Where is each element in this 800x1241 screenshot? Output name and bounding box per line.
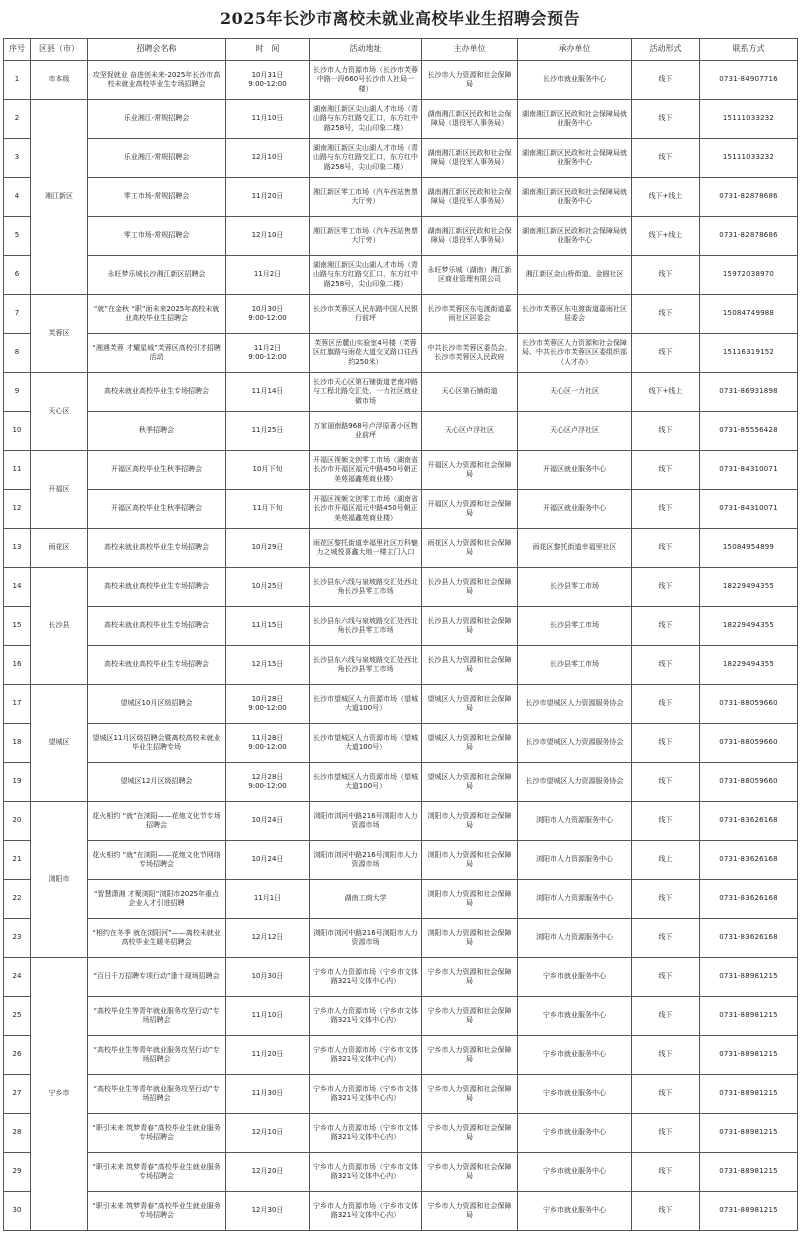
table-row (4, 334, 798, 373)
time-cell: 11月20日 (226, 1036, 310, 1075)
serial-cell: 13 (4, 529, 31, 568)
serial-cell: 17 (4, 685, 31, 724)
address-cell: 长沙市芙蓉区人民东路中国人民银行前坪 (310, 295, 422, 334)
format-cell: 线上 (632, 841, 700, 880)
time-cell: 11月2日 (226, 256, 310, 295)
fair-name-cell: “职引未来 筑梦青春”高校毕业生就业服务专场招聘会 (88, 1114, 226, 1153)
format-cell: 线下 (632, 256, 700, 295)
fair-name-cell: 花火相约 “就”在浏阳——花炮文化节专场招聘会 (88, 802, 226, 841)
table-row (4, 646, 798, 685)
address-cell: 湘江新区零工市场（汽车西站售票大厅旁） (310, 217, 422, 256)
table-row (4, 1114, 798, 1153)
serial-cell: 18 (4, 724, 31, 763)
district-cell: 宁乡市 (31, 958, 88, 1231)
organizer-cell: 湖南湘江新区民政和社会保障局就业服务中心 (518, 100, 632, 139)
contact-cell: 0731-82878686 (700, 217, 798, 256)
table-row (4, 997, 798, 1036)
host-cell: 湖南湘江新区民政和社会保障局（退役军人事务局） (422, 178, 518, 217)
host-cell: 中共长沙市芙蓉区委员会、长沙市芙蓉区人民政府 (422, 334, 518, 373)
time-cell: 10月下旬 (226, 451, 310, 490)
contact-cell: 0731-85556428 (700, 412, 798, 451)
organizer-cell: 天心区一力社区 (518, 373, 632, 412)
contact-cell: 18229494355 (700, 607, 798, 646)
organizer-cell: 湖南湘江新区民政和社会保障局就业服务中心 (518, 217, 632, 256)
contact-cell: 0731-88981215 (700, 1114, 798, 1153)
format-cell: 线下 (632, 61, 700, 100)
fair-name-cell: “就”在金秋 “职”面未来2025年高校未就业高校毕业生招聘会 (88, 295, 226, 334)
address-cell: 宁乡市人力资源市场（宁乡市文体路321号文体中心内） (310, 1192, 422, 1231)
address-cell: 长沙市天心区第石铺街道老南冲路与工程北路交汇处，一力社区就业微市场 (310, 373, 422, 412)
fair-name-cell: “湘遇芙蓉 才耀星城”芙蓉区高校引才招聘活动 (88, 334, 226, 373)
organizer-cell: 宁乡市就业服务中心 (518, 1192, 632, 1231)
table-row (4, 763, 798, 802)
page-title: 2025年长沙市离校未就业高校毕业生招聘会预告 (219, 9, 581, 28)
host-cell: 宁乡市人力资源和社会保障局 (422, 997, 518, 1036)
address-cell: 开福区视频文创零工市场（湖南省长沙市开福区福元中路450号朝正美苑福鑫苑商业楼） (310, 490, 422, 529)
host-cell: 浏阳市人力资源和社会保障局 (422, 880, 518, 919)
contact-cell: 0731-83626168 (700, 919, 798, 958)
table-row (4, 1036, 798, 1075)
address-cell: 长沙市望城区人力资源市场（望城大道100号） (310, 763, 422, 802)
header-cell: 序号 (4, 39, 31, 61)
fair-name-cell: 零工市场-常规招聘会 (88, 217, 226, 256)
host-cell: 宁乡市人力资源和社会保障局 (422, 1114, 518, 1153)
address-cell: 雨花区黎托街道幸福里社区万科魅力之城悦喜鑫大地一楼主门入口 (310, 529, 422, 568)
header-cell: 时 间 (226, 39, 310, 61)
format-cell: 线下+线上 (632, 178, 700, 217)
time-cell: 11月10日 (226, 100, 310, 139)
fair-name-cell: “百日千万招聘专项行动”逢十现场招聘会 (88, 958, 226, 997)
contact-cell: 15972038970 (700, 256, 798, 295)
district-cell: 浏阳市 (31, 802, 88, 958)
host-cell: 天心区第石铺街道 (422, 373, 518, 412)
format-cell: 线下 (632, 334, 700, 373)
host-cell: 湖南湘江新区民政和社会保障局（退役军人事务局） (422, 217, 518, 256)
contact-cell: 15084954899 (700, 529, 798, 568)
format-cell: 线下 (632, 529, 700, 568)
organizer-cell: 湖南湘江新区民政和社会保障局就业服务中心 (518, 139, 632, 178)
serial-cell: 5 (4, 217, 31, 256)
table-row (4, 1153, 798, 1192)
host-cell: 望城区人力资源和社会保障局 (422, 685, 518, 724)
organizer-cell: 浏阳市人力资源服务中心 (518, 880, 632, 919)
address-cell: 宁乡市人力资源市场（宁乡市文体路321号文体中心内） (310, 958, 422, 997)
format-cell: 线下 (632, 997, 700, 1036)
table-body (4, 61, 798, 1231)
serial-cell: 26 (4, 1036, 31, 1075)
serial-cell: 10 (4, 412, 31, 451)
host-cell: 长沙县人力资源和社会保障局 (422, 568, 518, 607)
serial-cell: 24 (4, 958, 31, 997)
table-row (4, 802, 798, 841)
time-cell: 11月25日 (226, 412, 310, 451)
serial-cell: 30 (4, 1192, 31, 1231)
fair-name-cell: 高校未就业高校毕业生专场招聘会 (88, 646, 226, 685)
time-cell: 12月28日 9:00-12:00 (226, 763, 310, 802)
fair-name-cell: “相约在冬季 就在浏阳河”——离校未就业高校毕业生暖冬招聘会 (88, 919, 226, 958)
host-cell: 浏阳市人力资源和社会保障局 (422, 919, 518, 958)
fair-name-cell: 高校未就业高校毕业生专场招聘会 (88, 568, 226, 607)
address-cell: 湖南湘江新区尖山湖人才市场（青山路与东方红路交汇口，东方红中路258号，尖山印象二楼） (310, 139, 422, 178)
table-row (4, 61, 798, 100)
fair-name-cell: 高校未就业高校毕业生专场招聘会 (88, 607, 226, 646)
contact-cell: 0731-88981215 (700, 997, 798, 1036)
district-cell: 湘江新区 (31, 100, 88, 295)
time-cell: 12月10日 (226, 1114, 310, 1153)
district-cell: 长沙县 (31, 568, 88, 685)
address-cell: 浏阳市浏河中路216号浏阳市人力资源市场 (310, 919, 422, 958)
fair-name-cell: 开福区高校毕业生秋季招聘会 (88, 451, 226, 490)
fair-name-cell: 高校未就业高校毕业生专场招聘会 (88, 373, 226, 412)
time-cell: 10月29日 (226, 529, 310, 568)
address-cell: 宁乡市人力资源市场（宁乡市文体路321号文体中心内） (310, 997, 422, 1036)
host-cell: 永旺梦乐城（湖南）湘江新区商业管理有限公司 (422, 256, 518, 295)
contact-cell: 0731-88981215 (700, 1075, 798, 1114)
organizer-cell: 开福区就业服务中心 (518, 451, 632, 490)
time-cell: 11月15日 (226, 607, 310, 646)
address-cell: 浏阳市浏河中路216号浏阳市人力资源市场 (310, 841, 422, 880)
time-cell: 10月30日 9:00-12:00 (226, 295, 310, 334)
fair-name-cell: 望城区11月区级招聘会暨离校高校未就业毕业生招聘专场 (88, 724, 226, 763)
format-cell: 线下 (632, 646, 700, 685)
table-row (4, 256, 798, 295)
table-row (4, 607, 798, 646)
serial-cell: 12 (4, 490, 31, 529)
organizer-cell: 宁乡市就业服务中心 (518, 1036, 632, 1075)
host-cell: 长沙市芙蓉区东屯渡街道嘉雨社区居委会 (422, 295, 518, 334)
fair-name-cell: “高校毕业生等青年就业服务攻坚行动”专场招聘会 (88, 1075, 226, 1114)
format-cell: 线下 (632, 763, 700, 802)
address-cell: 长沙市人力资源市场（长沙市芙蓉中路一段660号长沙市人社局一楼） (310, 61, 422, 100)
address-cell: 万家丽南路968号卢浮原著小区物业前坪 (310, 412, 422, 451)
time-cell: 11月28日 9:00-12:00 (226, 724, 310, 763)
fair-name-cell: 花火相约 “就”在浏阳——花炮文化节网络专场招聘会 (88, 841, 226, 880)
format-cell: 线下 (632, 1075, 700, 1114)
serial-cell: 4 (4, 178, 31, 217)
host-cell: 宁乡市人力资源和社会保障局 (422, 1036, 518, 1075)
time-cell: 12月10日 (226, 139, 310, 178)
format-cell: 线下 (632, 100, 700, 139)
serial-cell: 28 (4, 1114, 31, 1153)
organizer-cell: 长沙县零工市场 (518, 646, 632, 685)
address-cell: 宁乡市人力资源市场（宁乡市文体路321号文体中心内） (310, 1153, 422, 1192)
host-cell: 雨花区人力资源和社会保障局 (422, 529, 518, 568)
header-cell: 活动形式 (632, 39, 700, 61)
time-cell: 11月1日 (226, 880, 310, 919)
contact-cell: 0731-88981215 (700, 958, 798, 997)
contact-cell: 18229494355 (700, 646, 798, 685)
host-cell: 开福区人力资源和社会保障局 (422, 490, 518, 529)
district-cell: 芙蓉区 (31, 295, 88, 373)
contact-cell: 15111033232 (700, 139, 798, 178)
address-cell: 长沙县东六线与泉坡路交汇处西北角长沙县零工市场 (310, 568, 422, 607)
format-cell: 线下 (632, 958, 700, 997)
address-cell: 长沙县东六线与泉坡路交汇处西北角长沙县零工市场 (310, 646, 422, 685)
serial-cell: 15 (4, 607, 31, 646)
serial-cell: 22 (4, 880, 31, 919)
table-row (4, 451, 798, 490)
table-row (4, 295, 798, 334)
contact-cell: 0731-83626168 (700, 880, 798, 919)
fair-name-cell: 零工市场-常规招聘会 (88, 178, 226, 217)
district-cell: 开福区 (31, 451, 88, 529)
host-cell: 宁乡市人力资源和社会保障局 (422, 958, 518, 997)
format-cell: 线下 (632, 412, 700, 451)
time-cell: 12月30日 (226, 1192, 310, 1231)
contact-cell: 0731-83626168 (700, 841, 798, 880)
table-row (4, 568, 798, 607)
table-row (4, 217, 798, 256)
table-row (4, 100, 798, 139)
host-cell: 天心区卢浮社区 (422, 412, 518, 451)
organizer-cell: 开福区就业服务中心 (518, 490, 632, 529)
address-cell: 宁乡市人力资源市场（宁乡市文体路321号文体中心内） (310, 1075, 422, 1114)
serial-cell: 19 (4, 763, 31, 802)
format-cell: 线下 (632, 1114, 700, 1153)
header-cell: 活动地址 (310, 39, 422, 61)
time-cell: 10月28日 9:00-12:00 (226, 685, 310, 724)
organizer-cell: 宁乡市就业服务中心 (518, 958, 632, 997)
table-row (4, 685, 798, 724)
table-row (4, 178, 798, 217)
format-cell: 线下 (632, 685, 700, 724)
header-cell: 联系方式 (700, 39, 798, 61)
fair-name-cell: “高校毕业生等青年就业服务攻坚行动”专场招聘会 (88, 1036, 226, 1075)
serial-cell: 25 (4, 997, 31, 1036)
serial-cell: 9 (4, 373, 31, 412)
table-row (4, 412, 798, 451)
format-cell: 线下 (632, 1153, 700, 1192)
organizer-cell: 天心区卢浮社区 (518, 412, 632, 451)
format-cell: 线下+线上 (632, 373, 700, 412)
organizer-cell: 浏阳市人力资源服务中心 (518, 802, 632, 841)
organizer-cell: 长沙市望城区人力资源服务协会 (518, 763, 632, 802)
time-cell: 10月25日 (226, 568, 310, 607)
address-cell: 长沙县东六线与泉坡路交汇处西北角长沙县零工市场 (310, 607, 422, 646)
address-cell: 宁乡市人力资源市场（宁乡市文体路321号文体中心内） (310, 1036, 422, 1075)
format-cell: 线下 (632, 880, 700, 919)
time-cell: 11月2日 9:00-12:00 (226, 334, 310, 373)
contact-cell: 18229494355 (700, 568, 798, 607)
district-cell: 雨花区 (31, 529, 88, 568)
fair-name-cell: “高校毕业生等青年就业服务攻坚行动”专场招聘会 (88, 997, 226, 1036)
organizer-cell: 宁乡市就业服务中心 (518, 1114, 632, 1153)
organizer-cell: 长沙市芙蓉区东屯渡街道嘉雨社区居委会 (518, 295, 632, 334)
host-cell: 湖南湘江新区民政和社会保障局（退役军人事务局） (422, 100, 518, 139)
time-cell: 10月30日 (226, 958, 310, 997)
contact-cell: 0731-86931898 (700, 373, 798, 412)
header-cell: 招聘会名称 (88, 39, 226, 61)
address-cell: 开福区视频文创零工市场（湖南省长沙市开福区福元中路450号朝正美苑福鑫苑商业楼） (310, 451, 422, 490)
contact-cell: 0731-88059660 (700, 763, 798, 802)
host-cell: 长沙县人力资源和社会保障局 (422, 646, 518, 685)
organizer-cell: 长沙市芙蓉区人力资源和社会保障局、中共长沙市芙蓉区区委组织部（人才办） (518, 334, 632, 373)
district-cell: 望城区 (31, 685, 88, 802)
format-cell: 线下 (632, 724, 700, 763)
time-cell: 11月14日 (226, 373, 310, 412)
serial-cell: 23 (4, 919, 31, 958)
fair-name-cell: 秋季招聘会 (88, 412, 226, 451)
organizer-cell: 雨花区黎托街道幸福里社区 (518, 529, 632, 568)
address-cell: 湖南工商大学 (310, 880, 422, 919)
serial-cell: 11 (4, 451, 31, 490)
contact-cell: 0731-88981215 (700, 1036, 798, 1075)
organizer-cell: 长沙县零工市场 (518, 607, 632, 646)
fair-name-cell: 乐业湘江-常规招聘会 (88, 100, 226, 139)
address-cell: 长沙市望城区人力资源市场（望城大道100号） (310, 724, 422, 763)
district-cell: 天心区 (31, 373, 88, 451)
organizer-cell: 长沙市望城区人力资源服务协会 (518, 685, 632, 724)
table-row (4, 958, 798, 997)
time-cell: 10月24日 (226, 802, 310, 841)
host-cell: 浏阳市人力资源和社会保障局 (422, 802, 518, 841)
organizer-cell: 宁乡市就业服务中心 (518, 1075, 632, 1114)
header-cell: 主办单位 (422, 39, 518, 61)
time-cell: 11月20日 (226, 178, 310, 217)
organizer-cell: 湖南湘江新区民政和社会保障局就业服务中心 (518, 178, 632, 217)
contact-cell: 0731-84907716 (700, 61, 798, 100)
host-cell: 长沙县人力资源和社会保障局 (422, 607, 518, 646)
organizer-cell: 浏阳市人力资源服务中心 (518, 919, 632, 958)
time-cell: 12月20日 (226, 1153, 310, 1192)
fair-name-cell: 望城区10月区级招聘会 (88, 685, 226, 724)
host-cell: 望城区人力资源和社会保障局 (422, 724, 518, 763)
contact-cell: 0731-88059660 (700, 724, 798, 763)
time-cell: 12月12日 (226, 919, 310, 958)
contact-cell: 0731-84310071 (700, 451, 798, 490)
contact-cell: 0731-88981215 (700, 1153, 798, 1192)
table-row (4, 373, 798, 412)
format-cell: 线下+线上 (632, 217, 700, 256)
format-cell: 线下 (632, 451, 700, 490)
time-cell: 10月31日 9:00-12:00 (226, 61, 310, 100)
address-cell: 湘江新区零工市场（汽车西站售票大厅旁） (310, 178, 422, 217)
format-cell: 线下 (632, 1192, 700, 1231)
header-cell: 承办单位 (518, 39, 632, 61)
format-cell: 线下 (632, 919, 700, 958)
table-header-row (4, 39, 798, 61)
format-cell: 线下 (632, 607, 700, 646)
table-row (4, 139, 798, 178)
contact-cell: 15111033232 (700, 100, 798, 139)
fair-name-cell: 开福区高校毕业生秋季招聘会 (88, 490, 226, 529)
time-cell: 11月30日 (226, 1075, 310, 1114)
organizer-cell: 宁乡市就业服务中心 (518, 1153, 632, 1192)
address-cell: 长沙市望城区人力资源市场（望城大道100号） (310, 685, 422, 724)
address-cell: 湖南湘江新区尖山湖人才市场（青山路与东方红路交汇口，东方红中路258号，尖山印象二楼） (310, 256, 422, 295)
organizer-cell: 宁乡市就业服务中心 (518, 997, 632, 1036)
fair-name-cell: “智慧潇湘 才聚浏阳”浏阳市2025年重点企业人才引进招聘 (88, 880, 226, 919)
serial-cell: 8 (4, 334, 31, 373)
serial-cell: 29 (4, 1153, 31, 1192)
host-cell: 浏阳市人力资源和社会保障局 (422, 841, 518, 880)
table-row (4, 1192, 798, 1231)
address-cell: 湖南湘江新区尖山湖人才市场（青山路与东方红路交汇口，东方红中路258号，尖山印象二楼） (310, 100, 422, 139)
time-cell: 10月24日 (226, 841, 310, 880)
fair-name-cell: “职引未来 筑梦青春”高校毕业生就业服务专场招聘会 (88, 1153, 226, 1192)
host-cell: 湖南湘江新区民政和社会保障局（退役军人事务局） (422, 139, 518, 178)
serial-cell: 20 (4, 802, 31, 841)
table-row (4, 490, 798, 529)
table-row (4, 919, 798, 958)
fair-name-cell: “职引未来 筑梦青春”高校毕业生就业服务专场招聘会 (88, 1192, 226, 1231)
contact-cell: 0731-83626168 (700, 802, 798, 841)
fair-name-cell: 永旺梦乐城长沙湘江新区招聘会 (88, 256, 226, 295)
organizer-cell: 长沙市望城区人力资源服务协会 (518, 724, 632, 763)
contact-cell: 0731-88981215 (700, 1192, 798, 1231)
organizer-cell: 长沙县零工市场 (518, 568, 632, 607)
serial-cell: 16 (4, 646, 31, 685)
format-cell: 线下 (632, 490, 700, 529)
time-cell: 11月下旬 (226, 490, 310, 529)
serial-cell: 7 (4, 295, 31, 334)
serial-cell: 14 (4, 568, 31, 607)
contact-cell: 15116319152 (700, 334, 798, 373)
format-cell: 线下 (632, 568, 700, 607)
table-row (4, 724, 798, 763)
organizer-cell: 长沙市就业服务中心 (518, 61, 632, 100)
time-cell: 12月10日 (226, 217, 310, 256)
contact-cell: 0731-82878686 (700, 178, 798, 217)
host-cell: 望城区人力资源和社会保障局 (422, 763, 518, 802)
host-cell: 宁乡市人力资源和社会保障局 (422, 1192, 518, 1231)
serial-cell: 21 (4, 841, 31, 880)
table-row (4, 529, 798, 568)
organizer-cell: 湘江新区金山桥街道、金圆社区 (518, 256, 632, 295)
host-cell: 开福区人力资源和社会保障局 (422, 451, 518, 490)
table-row (4, 1075, 798, 1114)
time-cell: 11月10日 (226, 997, 310, 1036)
contact-cell: 0731-84310071 (700, 490, 798, 529)
serial-cell: 27 (4, 1075, 31, 1114)
host-cell: 长沙市人力资源和社会保障局 (422, 61, 518, 100)
fair-name-cell: 高校未就业高校毕业生专场招聘会 (88, 529, 226, 568)
format-cell: 线下 (632, 295, 700, 334)
address-cell: 芙蓉区岳麓山实验室4号楼（芙蓉区红旗路与雨花大道交叉路口往西约250米） (310, 334, 422, 373)
host-cell: 宁乡市人力资源和社会保障局 (422, 1153, 518, 1192)
district-cell: 市本级 (31, 61, 88, 100)
serial-cell: 3 (4, 139, 31, 178)
table-row (4, 841, 798, 880)
contact-cell: 0731-88059660 (700, 685, 798, 724)
format-cell: 线下 (632, 1036, 700, 1075)
job-fair-table (3, 38, 798, 1231)
fair-name-cell: 攻坚促就业 奋进创未来-2025年长沙市高校未就业高校毕业生专场招聘会 (88, 61, 226, 100)
format-cell: 线下 (632, 139, 700, 178)
serial-cell: 6 (4, 256, 31, 295)
host-cell: 宁乡市人力资源和社会保障局 (422, 1075, 518, 1114)
serial-cell: 2 (4, 100, 31, 139)
organizer-cell: 浏阳市人力资源服务中心 (518, 841, 632, 880)
contact-cell: 15084749988 (700, 295, 798, 334)
fair-name-cell: 乐业湘江-常规招聘会 (88, 139, 226, 178)
address-cell: 宁乡市人力资源市场（宁乡市文体路321号文体中心内） (310, 1114, 422, 1153)
address-cell: 浏阳市浏河中路216号浏阳市人力资源市场 (310, 802, 422, 841)
fair-name-cell: 望城区12月区级招聘会 (88, 763, 226, 802)
time-cell: 12月15日 (226, 646, 310, 685)
header-cell: 区县（市） (31, 39, 88, 61)
format-cell: 线下 (632, 802, 700, 841)
serial-cell: 1 (4, 61, 31, 100)
table-row (4, 880, 798, 919)
